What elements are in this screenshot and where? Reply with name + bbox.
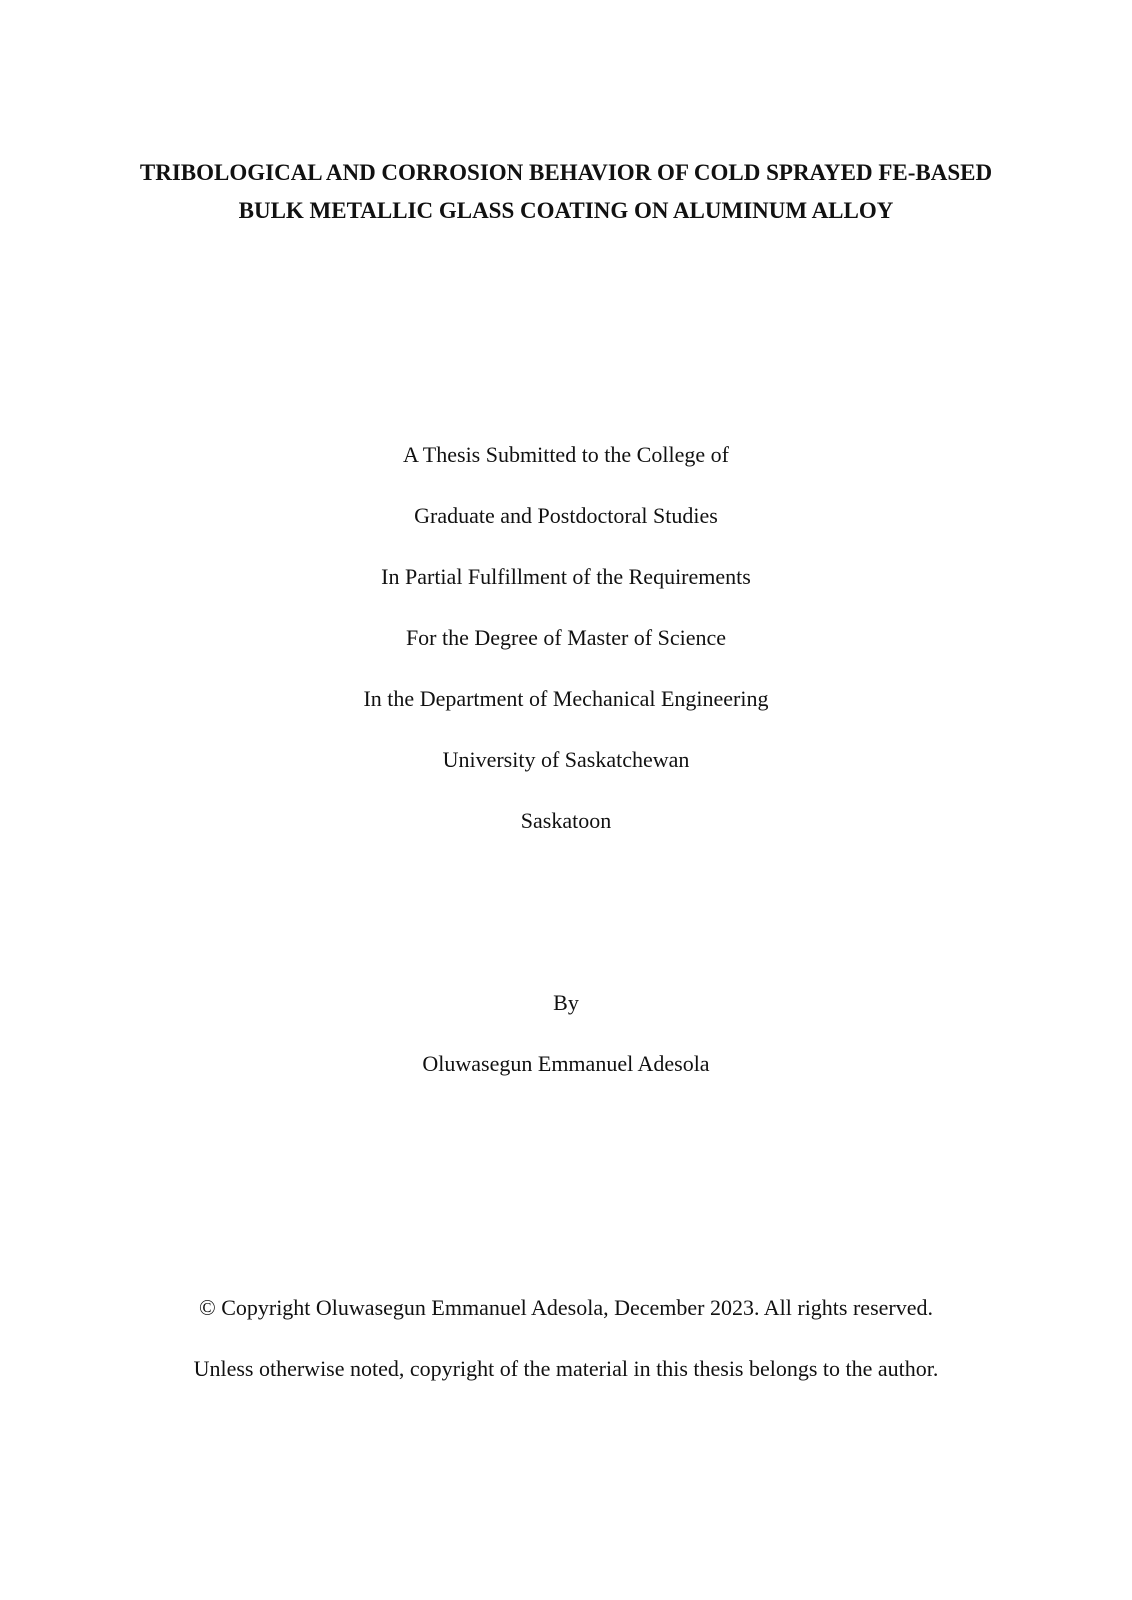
copyright-notice: © Copyright Oluwasegun Emmanuel Adesola, December 2023. All rights reserved. <box>198 1295 933 1320</box>
submission-line-1: A Thesis Submitted to the College of <box>403 442 729 467</box>
author-name: Oluwasegun Emmanuel Adesola <box>422 1051 710 1076</box>
thesis-title-line-2: BULK METALLIC GLASS COATING ON ALUMINUM ALLOY <box>238 198 894 223</box>
city-line: Saskatoon <box>520 808 612 833</box>
thesis-title-line-1: TRIBOLOGICAL AND CORROSION BEHAVIOR OF COLD SPRAYED FE-BASED <box>139 160 993 185</box>
university-line: University of Saskatchewan <box>442 747 690 772</box>
department-line: In the Department of Mechanical Engineering <box>363 686 769 711</box>
copyright-ownership: Unless otherwise noted, copyright of the material in this thesis belongs to the author. <box>193 1356 939 1381</box>
degree-line: For the Degree of Master of Science <box>405 625 727 650</box>
submission-line-2: Graduate and Postdoctoral Studies <box>414 503 718 528</box>
submission-line-3: In Partial Fulfillment of the Requirements <box>381 564 751 589</box>
by-label: By <box>553 990 579 1015</box>
